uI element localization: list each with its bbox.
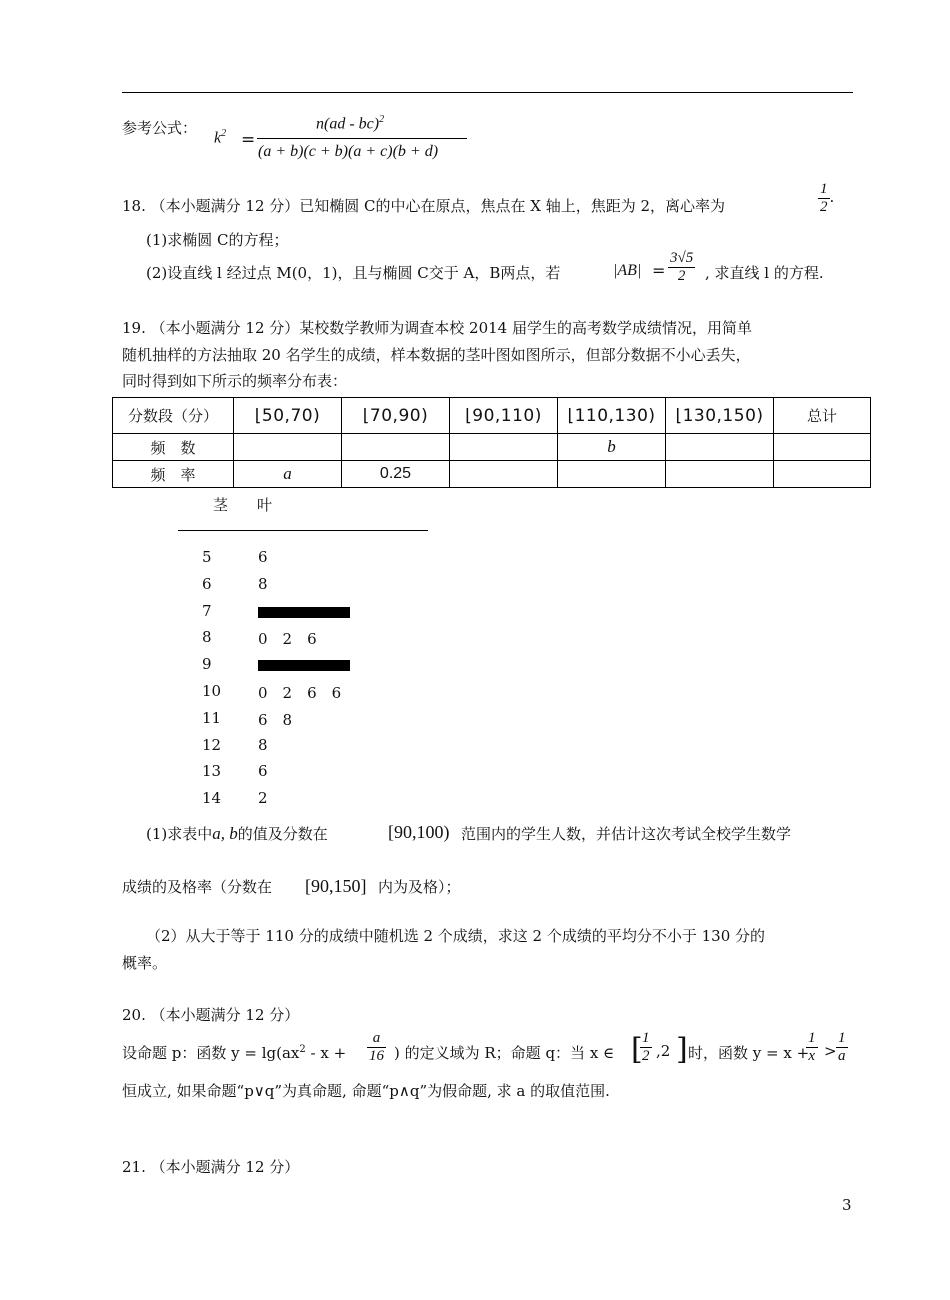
stem-leaf-row	[180, 602, 440, 624]
q20-line2: 恒成立, 如果命题“p∨q”为真命题, 命题“p∧q”为假命题, 求 a 的取值范围.	[122, 1082, 610, 1100]
q20-frac4-num: 1	[838, 1030, 846, 1046]
q20-heading	[122, 1004, 299, 1025]
q19-part2: （2）从大于等于 110 分的成绩中随机选 2 个成绩，求这 2 个成绩的平均分不小于 130 分的	[146, 927, 766, 945]
q21-number: 21.	[122, 1158, 146, 1176]
q19-part1-e: 内为及格）；	[378, 878, 461, 896]
q20-frac3-den: x	[808, 1047, 816, 1064]
q20-t1: 设命题 p：函数 y = lg(ax	[122, 1044, 300, 1062]
q20-frac1	[367, 1030, 386, 1064]
leaf-values: 2	[258, 789, 268, 808]
table-header-cell: ⌊110,130)	[558, 398, 666, 434]
q20-frac2-den: 2	[642, 1047, 650, 1064]
q18-part2-b: , 求直线 l 的方程.	[705, 264, 824, 282]
page-number: 3	[842, 1196, 852, 1214]
q20-frac4	[836, 1030, 848, 1064]
q18-eq: =	[652, 261, 666, 280]
q19-part1-b: 的值及分数在	[237, 825, 328, 843]
table-header-cell: ⌊130,150)	[666, 398, 774, 434]
table-header-row	[113, 398, 871, 434]
leaf-values: 8	[258, 735, 268, 754]
stem-value: 8	[202, 628, 212, 647]
q20-frac3-num: 1	[808, 1030, 816, 1046]
q19-part1-line1	[146, 823, 328, 844]
leaf-header: 叶	[257, 496, 273, 514]
formula-equals: =	[241, 130, 256, 150]
q18-part1: (1)求椭圆 C的方程；	[146, 231, 289, 249]
redacted-leaves-bar	[258, 660, 350, 671]
table-header-cell: ⌊50,70)	[234, 398, 342, 434]
q19-part1-vars: a, b	[212, 824, 238, 843]
q19-line1	[122, 317, 752, 338]
table-cell: 0.25	[342, 461, 450, 488]
table-cell: 频 数	[113, 434, 234, 461]
table-row-rate	[113, 461, 871, 488]
leaf-values: 6	[258, 762, 268, 781]
q20-t3: 时，函数 y = x +	[688, 1044, 810, 1062]
q18-line1	[122, 195, 725, 216]
stem-value: 11	[202, 708, 222, 727]
formula-denominator: (a + b)(c + b)(a + c)(b + d)	[258, 143, 439, 160]
q19-part1-c: 范围内的学生人数，并估计这次考试全校学生数学	[461, 825, 792, 843]
q18-ecc-fraction	[818, 181, 834, 215]
q18-part2-a: (2)设直线 l 经过点 M(0，1)，且与椭圆 C交于 A，B两点，若	[146, 264, 561, 282]
leaf-values: 0 2 6 6	[258, 684, 342, 702]
q19-number: 19.	[122, 319, 146, 337]
q20-frac2	[640, 1030, 652, 1064]
table-cell: 频 率	[113, 461, 234, 488]
q18-dist-num: 3√5	[670, 250, 694, 266]
q20-number: 20.	[122, 1006, 146, 1024]
table-cell: b	[558, 434, 666, 461]
q18-part2	[146, 262, 560, 283]
q18-ab: |AB|	[613, 262, 642, 279]
q18-end: .	[829, 188, 835, 206]
q21-heading	[122, 1156, 299, 1177]
q19-text3: 同时得到如下所示的频率分布表：	[122, 372, 348, 390]
header-rule	[122, 92, 853, 93]
leaf-values: 6	[258, 548, 268, 566]
formula-numerator	[316, 114, 384, 133]
q20-frac1-den: 16	[369, 1047, 384, 1064]
q19-text2: 随机抽样的方法抽取 20 名学生的成绩，样本数据的茎叶图如图所示，但部分数据不小心丢失，	[122, 346, 751, 364]
stem-leaf-row	[180, 628, 440, 650]
q19-score: （本小题满分 12 分）	[150, 319, 300, 337]
q19-part1-d: 成绩的及格率（分数在	[122, 878, 273, 896]
stem-leaf-row	[180, 789, 440, 811]
formula-k-exp: 2	[221, 128, 227, 139]
q19-interval2: [90,150]	[305, 876, 367, 896]
formula-numerator-text: n(ad - bc)	[316, 115, 380, 133]
table-cell	[234, 434, 342, 461]
q19-text1: 某校数学教师为调查本校 2014 届学生的高考数学成绩情况，用简单	[299, 319, 752, 337]
stem-leaf-row	[180, 736, 440, 758]
stem-value: 7	[202, 601, 212, 620]
q20-t1-exp: 2	[299, 1044, 306, 1055]
q20-frac4-den: a	[838, 1047, 846, 1064]
stem-leaf-row	[180, 762, 440, 784]
q18-dist-fraction	[668, 250, 695, 284]
q20-frac3	[806, 1030, 818, 1064]
stemleaf-rule	[178, 530, 428, 531]
table-cell	[666, 434, 774, 461]
q19-part1-a: (1)求表中	[146, 825, 213, 843]
stem-value: 10	[202, 682, 222, 700]
q18-text: 已知椭圆 C的中心在原点，焦点在 X 轴上，焦距为 2，离心率为	[299, 197, 726, 215]
q21-score: （本小题满分 12 分）	[150, 1158, 300, 1176]
q20-gt: >	[824, 1042, 837, 1060]
q18-number: 18.	[122, 197, 146, 215]
table-cell	[450, 461, 558, 488]
q20-frac1-num: a	[367, 1030, 386, 1048]
q19-part2-end: 概率。	[122, 954, 168, 972]
table-row-frequency	[113, 434, 871, 461]
q20-t2b: ,2	[656, 1042, 671, 1060]
stem-value: 6	[202, 574, 212, 593]
q18-score: （本小题满分 12 分）	[150, 197, 300, 215]
table-cell	[558, 461, 666, 488]
q20-frac2-num: 1	[642, 1030, 650, 1046]
formula-k: k	[214, 129, 222, 147]
q20-t2: ) 的定义域为 R；命题 q：当 x ∈	[394, 1044, 615, 1062]
table-cell: a	[234, 461, 342, 488]
formula-fraction-bar	[257, 138, 467, 139]
table-cell	[774, 461, 871, 488]
table-header-cell: ⌊70,90)	[342, 398, 450, 434]
q20-interval-bracket: [	[631, 1032, 643, 1067]
stem-leaf-row	[180, 548, 440, 570]
stem-leaf-row	[180, 709, 440, 731]
q20-interval-bracket-close: ]	[676, 1032, 688, 1067]
stem-leaf-row	[180, 575, 440, 597]
formula-lhs	[214, 128, 226, 147]
stem-value: 9	[202, 655, 212, 674]
stem-leaf-row	[180, 655, 440, 677]
stem-value: 14	[202, 789, 222, 808]
leaf-values: 6 8	[258, 710, 293, 729]
table-cell	[342, 434, 450, 461]
stem-value: 5	[202, 548, 212, 566]
q20-score: （本小题满分 12 分）	[150, 1006, 300, 1024]
frequency-table	[112, 397, 871, 488]
redacted-leaves-bar	[258, 607, 350, 618]
table-cell	[450, 434, 558, 461]
table-header-cell: 总计	[774, 398, 871, 434]
table-header-cell: ⌊90,110)	[450, 398, 558, 434]
leaf-values: 0 2 6	[258, 630, 317, 649]
stem-value: 13	[202, 762, 222, 781]
q20-line1	[122, 1042, 346, 1063]
q19-interval1: [90,100)	[388, 822, 450, 842]
table-cell	[666, 461, 774, 488]
q18-ecc-den: 2	[820, 198, 828, 215]
leaf-values: 8	[258, 574, 268, 593]
table-cell	[774, 434, 871, 461]
table-header-cell: 分数段（分）	[113, 398, 234, 434]
q18-dist-den: 2	[677, 267, 686, 284]
stem-leaf-row	[180, 682, 440, 704]
q18-ecc-num: 1	[820, 181, 828, 197]
formula-label: 参考公式：	[122, 119, 198, 137]
stem-value: 12	[202, 735, 222, 754]
formula-numerator-exp: 2	[379, 114, 385, 125]
stem-header: 茎	[213, 496, 229, 514]
q20-t1b: - x +	[305, 1044, 347, 1062]
